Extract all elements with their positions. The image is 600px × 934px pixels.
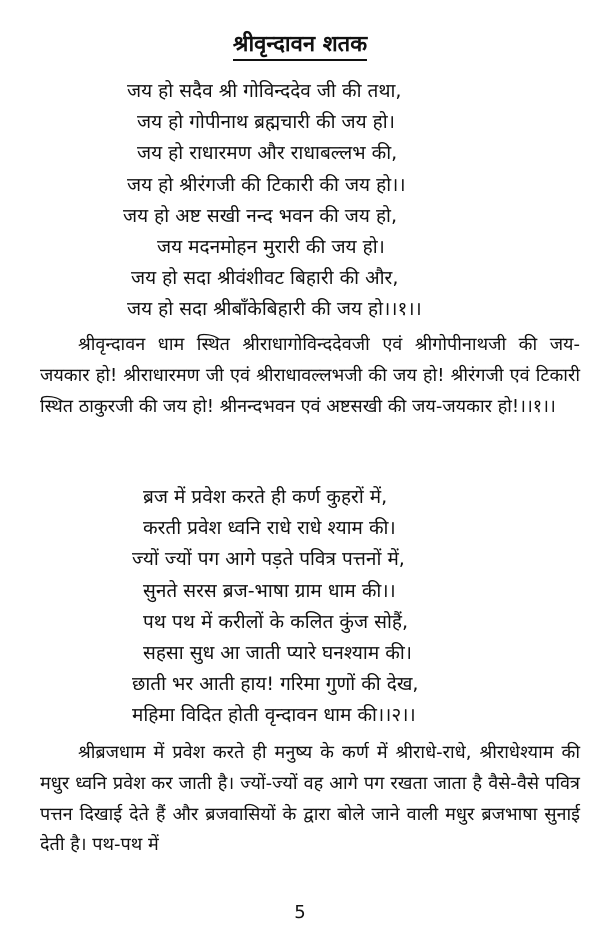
verse-line: ब्रज में प्रवेश करते ही कर्ण कुहरों में,	[143, 486, 388, 508]
verse-line: छाती भर आती हाय! गरिमा गुणों की देख,	[132, 673, 419, 696]
verse-line: जय हो सदा श्रीबाँकेबिहारी की जय हो।।१।।	[127, 298, 422, 321]
verse-1	[0, 76, 600, 326]
page-title-text: श्रीवृन्दावन शतक	[233, 32, 367, 61]
verse-line: जय हो सदैव श्री गोविन्ददेव जी की तथा,	[127, 80, 402, 102]
verse-line: ज्यों ज्यों पग आगे पड़ते पवित्र पत्तनों में,	[132, 548, 405, 571]
prose-paragraph-2: श्रीब्रजधाम में प्रवेश करते ही मनुष्य के कर्ण में श्रीराधे-राधे, श्रीराधेश्याम की मधुर ध्वनि प्रवेश कर जाती है। ज्यों-ज्यों वह आगे पग रखता जाता है वैसे-वैसे पवित्र पत्तन दिखाई देते हैं और ब्रजवासियों के द्वारा बोले जाने वाली मधुर ब्रजभाषा सुनाई देती है। पथ-पथ में	[40, 742, 580, 856]
verse-line: जय हो अष्ट सखी नन्द भवन की जय हो,	[123, 204, 398, 227]
verse-line: जय हो गोपीनाथ ब्रह्मचारी की जय हो।	[137, 111, 395, 134]
verse-line: करती प्रवेश ध्वनि राधे राधे श्याम की।	[143, 517, 396, 540]
verse-line: पथ पथ में करीलों के कलित कुंज सोहैं,	[143, 610, 408, 633]
verse-line: जय हो श्रीरंगजी की टिकारी की जय हो।।	[127, 173, 406, 196]
verse-line: जय हो राधारमण और राधाबल्लभ की,	[137, 142, 398, 165]
verse-line: सुनते सरस ब्रज-भाषा ग्राम धाम की।।	[143, 579, 396, 602]
prose-paragraph-1: श्रीवृन्दावन धाम स्थित श्रीराधागोविन्ददेवजी एवं श्रीगोपीनाथजी की जय-जयकार हो! श्रीराधारमण जी एवं श्रीराधावल्लभजी की जय हो! श्रीरंगजी एवं टिकारी स्थित ठाकुरजी की जय हो! श्रीनन्दभवन एवं अष्टसखी की जय-जयकार हो!।।१।।	[40, 334, 580, 417]
verse-line: महिमा विदित होती वृन्दावन धाम की।।२।।	[132, 704, 416, 727]
verse-line: सहसा सुध आ जाती प्यारे घनश्याम की।	[143, 642, 412, 665]
verse-line: जय हो सदा श्रीवंशीवट बिहारी की और,	[131, 267, 399, 290]
verse-2	[0, 482, 600, 732]
page-title	[0, 28, 600, 58]
page-number: 5	[294, 902, 306, 923]
verse-line: जय मदनमोहन मुरारी की जय हो।	[157, 236, 385, 259]
